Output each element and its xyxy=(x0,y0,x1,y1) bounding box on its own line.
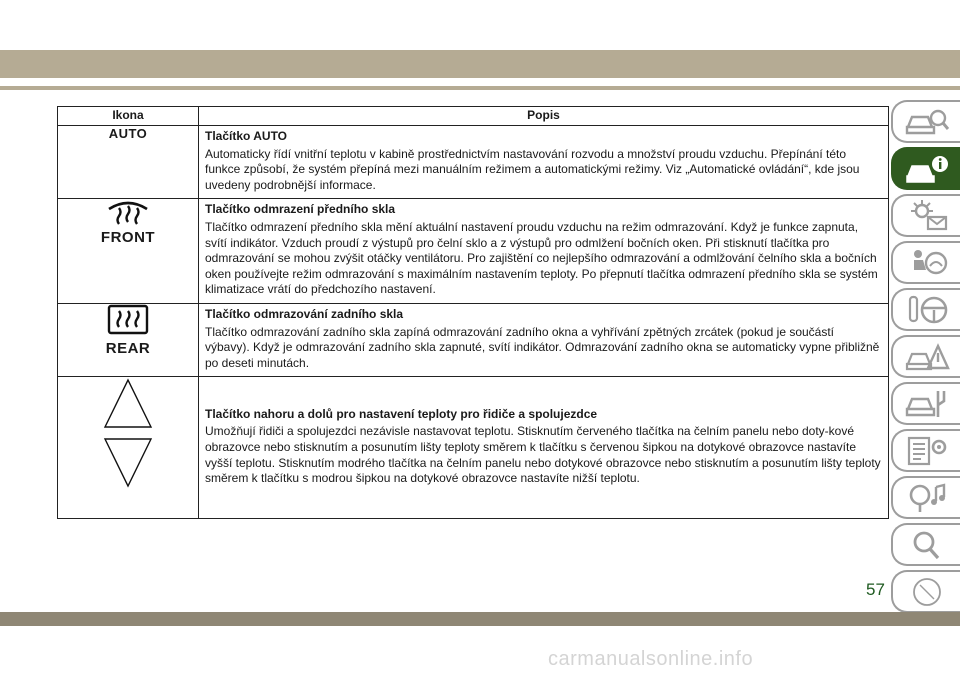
row-text: Umožňují řidiči a spolujezdci nezávisle nastavovat teplotu. Stisknutím červeného tlačítka na čelním panelu nebo doty-kové obrazovce nebo stisknutím a posunutím lišty teploty směrem k tlačítku s červenou šipkou na dotykové obrazovce nastavíte vyšší teplotu. Stisknutím modrého tlačítka na čelním panelu nebo dotykové obrazovce nebo stisknutím a posunutím lišty teploty směrem k tlačítku s modrou šipkou na dotykové obrazovce nastavíte nižší teplotu. xyxy=(205,424,881,486)
description-cell xyxy=(199,303,889,376)
chapter-tabs xyxy=(891,100,960,617)
car-service-tools-icon xyxy=(904,387,950,421)
front-label: FRONT xyxy=(100,228,156,246)
auto-icon: AUTO xyxy=(108,126,148,141)
description-cell xyxy=(199,126,889,199)
rear-label: REAR xyxy=(105,339,151,357)
climate-controls-table xyxy=(57,106,889,519)
table-row xyxy=(58,377,889,519)
key-steering-wheel-icon xyxy=(904,293,950,327)
tab-servicing-and-maintenance[interactable] xyxy=(891,382,960,425)
row-text: Automaticky řídí vnitřní teplotu v kabině prostřednictvím nastavování rozvodu a množství proudu vzduchu. Přepínání této funkce způsobí, že systém přepíná mezi manuálním režimem a automatickými režimy. Viz „Automatické ovládání“, kde jsou uvedeny podrobnější informace. xyxy=(205,146,860,192)
table-row xyxy=(58,126,889,199)
tab-customer-assistance[interactable] xyxy=(891,523,960,566)
description-cell xyxy=(199,199,889,304)
icon-cell-auto xyxy=(58,126,199,199)
tab-multimedia[interactable] xyxy=(891,476,960,519)
tab-starting-and-operating[interactable] xyxy=(891,288,960,331)
rear-defrost-icon xyxy=(106,304,150,336)
warning-light-message-icon xyxy=(904,199,950,233)
page-number: 57 xyxy=(866,580,885,599)
car-info-icon xyxy=(904,152,950,186)
multimedia-icon xyxy=(904,481,950,515)
watermark: carmanualsonline.info xyxy=(548,648,754,670)
top-decorative-band xyxy=(0,50,960,78)
tab-safety[interactable] xyxy=(891,241,960,284)
technical-data-icon xyxy=(904,434,950,468)
row-text: Tlačítko odmrazování zadního skla zapíná odmrazování zadního okna a vyhřívání zpětných zrcátek (pokud je součástí výbavy). Když je odmrazování zadního skla zapnuté, svítí indikátor. Odmrazování zadního okna se automaticky vypne přibližně po deseti minutách. xyxy=(205,324,880,370)
row-title: Tlačítko AUTO xyxy=(205,129,288,143)
front-defrost-icon xyxy=(106,199,150,225)
tab-getting-to-know-your-instrument-panel[interactable] xyxy=(891,147,960,190)
tab-in-case-of-emergency[interactable] xyxy=(891,335,960,378)
tab-index[interactable] xyxy=(891,570,960,613)
row-title: Tlačítko nahoru a dolů pro nastavení teploty pro řidiče a spolujezdce xyxy=(205,406,598,421)
table-row xyxy=(58,199,889,304)
car-magnifier-icon xyxy=(904,105,950,139)
description-cell xyxy=(199,377,889,519)
triangle-down-icon xyxy=(105,439,151,486)
header-description: Popis xyxy=(199,107,889,126)
header-icon: Ikona xyxy=(58,107,199,126)
tab-getting-to-know-your-vehicle[interactable] xyxy=(891,100,960,143)
tab-technical-specifications[interactable] xyxy=(891,429,960,472)
icon-cell-rear xyxy=(58,303,199,376)
index-search-icon xyxy=(904,528,950,562)
airbag-child-seat-icon xyxy=(904,246,950,280)
table-header-row xyxy=(58,107,889,126)
row-text: Tlačítko odmrazení předního skla mění aktuální nastavení proudu vzduchu na režim odmrazování. Když je funkce zapnuta, svítí indikátor. Vzduch proudí z výstupů pro čelní sklo a z výstupů pro odmlžení bočních oken. Při stisknutí tlačítka pro odmrazování se mohou zvýšit otáčky ventilátoru. Pro zajištění co nejlepšího odmrazování a odmlžování čelního skla a bočních oken používejte režim odmrazování s maximálním nastavením teploty. Po přepnutí tlačítka odmrazení předního skla se systém klimatizace vrátí do předchozího nastavení. xyxy=(205,219,878,297)
tab-warning-lights[interactable] xyxy=(891,194,960,237)
row-title: Tlačítko odmrazování zadního skla xyxy=(205,306,404,321)
alphabetical-index-icon xyxy=(904,575,950,609)
table-row xyxy=(58,303,889,376)
temperature-up-down-icon xyxy=(102,377,154,489)
bottom-decorative-band xyxy=(0,612,960,626)
icon-cell-front xyxy=(58,199,199,304)
triangle-up-icon xyxy=(105,380,151,427)
icon-cell-temperature xyxy=(58,377,199,519)
top-divider-line xyxy=(0,86,960,90)
row-title: Tlačítko odmrazení předního skla xyxy=(205,202,396,217)
breakdown-warning-triangle-icon xyxy=(904,340,950,374)
